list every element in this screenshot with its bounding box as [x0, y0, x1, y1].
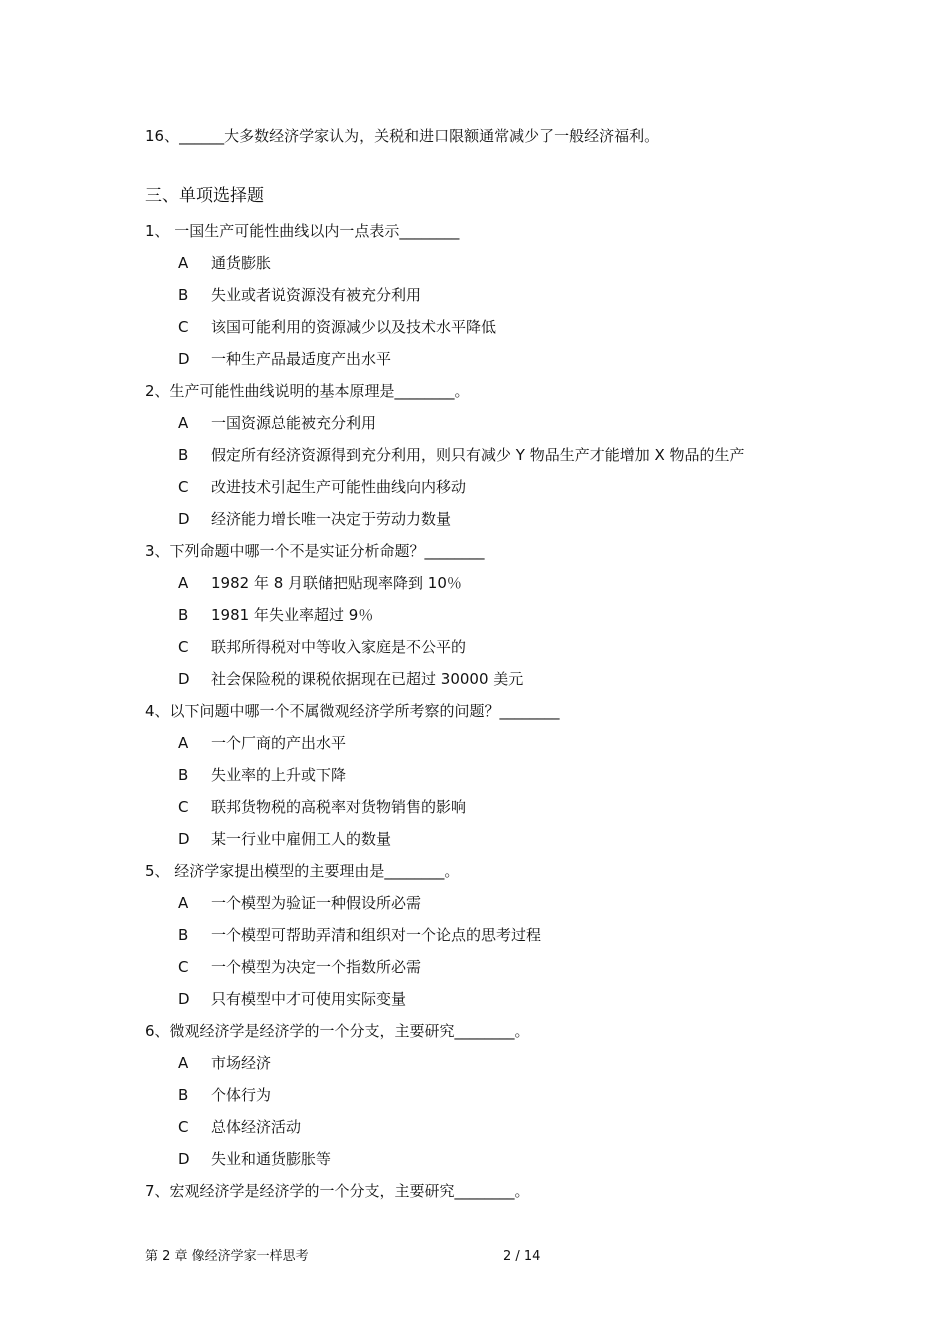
footer-page-number: 2 / 14 [503, 1249, 541, 1264]
option-letter: D [178, 350, 190, 368]
question-6-option-a [178, 1053, 271, 1073]
option-letter: B [178, 446, 189, 464]
option-letter: D [178, 830, 190, 848]
option-text: 一国资源总能被充分利用 [211, 414, 377, 432]
option-text: 该国可能利用的资源减少以及技术水平降低 [211, 318, 497, 336]
question-4-option-b [178, 765, 346, 785]
option-letter: C [178, 638, 189, 656]
option-text: 通货膨胀 [211, 254, 272, 272]
question-2-option-c [178, 477, 466, 497]
option-letter: D [178, 1150, 190, 1168]
option-text: 失业率的上升或下降 [211, 766, 347, 784]
option-text: 经济能力增长唯一决定于劳动力数量 [211, 510, 452, 528]
option-text: 一个模型为验证一种假设所必需 [211, 894, 422, 912]
option-letter: A [178, 414, 189, 432]
question-4-option-d [178, 829, 391, 849]
option-letter: C [178, 798, 189, 816]
question-2-option-a [178, 413, 376, 433]
question-3-option-c [178, 637, 466, 657]
option-text: 假定所有经济资源得到充分利用，则只有减少 Y 物品生产才能增加 X 物品的生产 [211, 446, 745, 464]
option-text: 失业或者说资源没有被充分利用 [211, 286, 422, 304]
option-text: 一个模型为决定一个指数所必需 [211, 958, 422, 976]
option-text: 一个模型可帮助弄清和组织对一个论点的思考过程 [211, 926, 542, 944]
question-2-option-d [178, 509, 451, 529]
option-text: 一个厂商的产出水平 [211, 734, 347, 752]
option-text: 改进技术引起生产可能性曲线向内移动 [211, 478, 467, 496]
question-6-option-b [178, 1085, 271, 1105]
option-letter: A [178, 734, 189, 752]
fill-in-question-16: 16、______大多数经济学家认为，关税和进口限额通常减少了一般经济福利。 [145, 127, 660, 145]
question-7-stem: 7、宏观经济学是经济学的一个分支，主要研究________。 [145, 1182, 530, 1200]
option-letter: B [178, 1086, 189, 1104]
option-letter: A [178, 1054, 189, 1072]
option-letter: B [178, 286, 189, 304]
question-1-stem: 1、 一国生产可能性曲线以内一点表示________ [145, 222, 460, 240]
question-6-stem: 6、微观经济学是经济学的一个分支，主要研究________。 [145, 1022, 530, 1040]
option-letter: C [178, 958, 189, 976]
option-letter: B [178, 926, 189, 944]
section-title: 三、单项选择题 [145, 186, 264, 206]
question-5-option-d [178, 989, 406, 1009]
option-text: 只有模型中才可使用实际变量 [211, 990, 407, 1008]
question-5-option-a [178, 893, 421, 913]
option-letter: C [178, 478, 189, 496]
option-text: 1981 年失业率超过 9％ [211, 606, 374, 624]
option-letter: A [178, 894, 189, 912]
option-letter: A [178, 254, 189, 272]
question-3-option-a [178, 573, 462, 593]
question-6-option-d [178, 1149, 331, 1169]
question-1-option-b [178, 285, 421, 305]
option-letter: D [178, 670, 190, 688]
option-letter: B [178, 606, 189, 624]
option-text: 联邦货物税的高税率对货物销售的影响 [211, 798, 467, 816]
option-letter: C [178, 318, 189, 336]
option-text: 1982 年 8 月联储把贴现率降到 10％ [211, 574, 462, 592]
question-4-stem: 4、以下问题中哪一个不属微观经济学所考察的问题？________ [145, 702, 560, 720]
option-text: 一种生产品最适度产出水平 [211, 350, 392, 368]
option-text: 某一行业中雇佣工人的数量 [211, 830, 392, 848]
question-3-option-b [178, 605, 373, 625]
option-letter: B [178, 766, 189, 784]
question-1-option-d [178, 349, 391, 369]
option-text: 总体经济活动 [211, 1118, 302, 1136]
question-1-option-c [178, 317, 496, 337]
question-3-stem: 3、下列命题中哪一个不是实证分析命题？________ [145, 542, 485, 560]
option-letter: D [178, 990, 190, 1008]
option-letter: D [178, 510, 190, 528]
question-5-option-b [178, 925, 541, 945]
question-2-option-b [178, 445, 745, 465]
option-letter: C [178, 1118, 189, 1136]
option-letter: A [178, 574, 189, 592]
option-text: 个体行为 [211, 1086, 272, 1104]
option-text: 市场经济 [211, 1054, 272, 1072]
footer-chapter: 第 2 章 像经济学家一样思考 [145, 1249, 309, 1264]
question-5-stem: 5、 经济学家提出模型的主要理由是________。 [145, 862, 460, 880]
question-4-option-c [178, 797, 466, 817]
question-5-option-c [178, 957, 421, 977]
question-3-option-d [178, 669, 523, 689]
question-2-stem: 2、生产可能性曲线说明的基本原理是________。 [145, 382, 470, 400]
option-text: 联邦所得税对中等收入家庭是不公平的 [211, 638, 467, 656]
option-text: 失业和通货膨胀等 [211, 1150, 332, 1168]
question-4-option-a [178, 733, 346, 753]
option-text: 社会保险税的课税依据现在已超过 30000 美元 [211, 670, 524, 688]
question-1-option-a [178, 253, 271, 273]
question-6-option-c [178, 1117, 301, 1137]
